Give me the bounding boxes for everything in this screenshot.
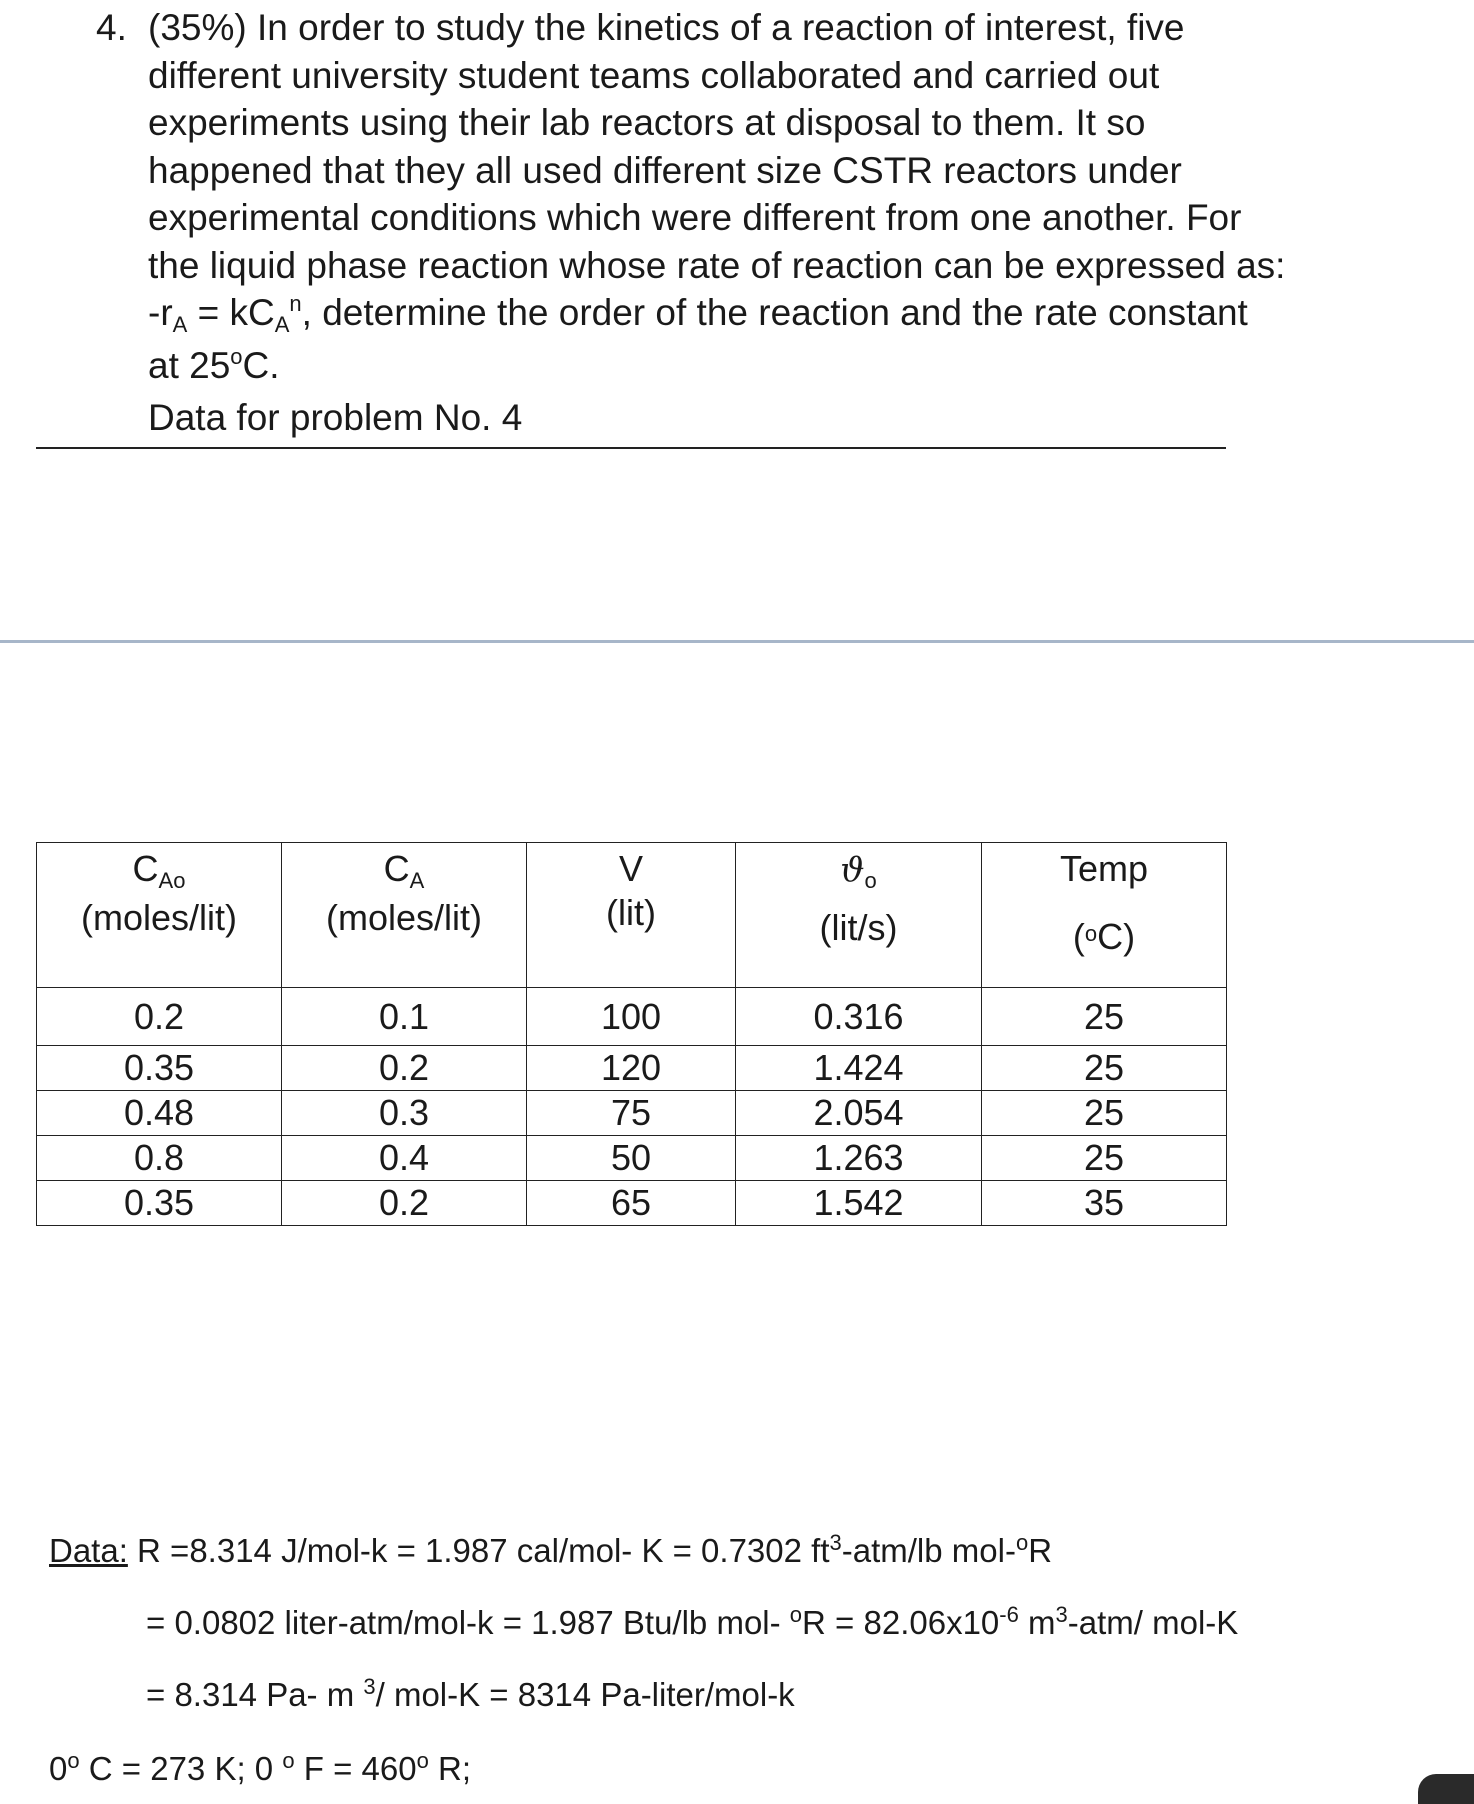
problem-line: (35%) In order to study the kinetics of a reaction of interest, five: [148, 7, 1185, 48]
degree-superscript: o: [230, 343, 243, 369]
rate-eq-part: = kC: [187, 292, 275, 333]
superscript: n: [289, 291, 302, 316]
superscript: o: [416, 1748, 429, 1773]
cell-cao: 0.8: [37, 1136, 282, 1181]
subscript: A: [409, 868, 425, 893]
data-table: [36, 842, 1227, 1226]
cell-volume: 120: [527, 1046, 736, 1091]
problem-line: experiments using their lab reactors at disposal to them. It so: [148, 102, 1146, 143]
cell-temp: 25: [982, 1091, 1227, 1136]
superscript: o: [789, 1602, 803, 1627]
temperature-line: [148, 342, 1356, 395]
temp-text: at 25: [148, 344, 231, 386]
rate-eq-part: -r: [148, 292, 173, 333]
header-unit: (lit/s): [819, 907, 898, 948]
header-ca-text: [282, 843, 526, 940]
header-cao-text: [37, 843, 281, 940]
problem-line: different university student teams collaborated and carried out: [148, 54, 1160, 96]
constants-line-2: [146, 1604, 1238, 1642]
cell-ca: 0.3: [282, 1091, 527, 1136]
problem-line: the liquid phase reaction whose rate of reaction can be expressed as:: [148, 244, 1286, 286]
cell-volume: 100: [527, 988, 736, 1046]
header-ca: [282, 843, 527, 988]
cell-flow-rate: 0.316: [736, 988, 982, 1046]
cell-volume: 75: [527, 1091, 736, 1136]
superscript: o: [1015, 1530, 1029, 1555]
const-text: = 0.0802 liter-atm/mol-k = 1.987 Btu/lb mol-: [146, 1604, 790, 1641]
header-symbol: C: [132, 848, 159, 889]
const-text: R;: [428, 1750, 471, 1787]
superscript: 3: [1055, 1602, 1068, 1627]
header-symbol: Temp: [1059, 848, 1149, 889]
superscript: 3: [363, 1674, 376, 1699]
cell-cao: 0.48: [37, 1091, 282, 1136]
superscript: -6: [999, 1602, 1019, 1627]
header-cao: [37, 843, 282, 988]
const-text: -atm/ mol-K: [1067, 1604, 1239, 1641]
superscript: o: [282, 1748, 295, 1773]
header-unit: (moles/lit): [325, 897, 482, 938]
subscript: A: [274, 312, 290, 337]
table-header-row: [37, 843, 1227, 988]
table-row: [37, 988, 1227, 1046]
header-symbol: C: [383, 848, 410, 889]
const-text: m: [1018, 1604, 1056, 1641]
cell-ca: 0.2: [282, 1046, 527, 1091]
table-row: [37, 1091, 1227, 1136]
cell-cao: 0.35: [37, 1046, 282, 1091]
header-volume-text: [527, 843, 735, 935]
const-text: R =8.314 J/mol-k = 1.987 cal/mol- K = 0.7302 ft: [127, 1532, 830, 1569]
header-temp-unit: [982, 891, 1226, 964]
degree-superscript: o: [1084, 921, 1098, 946]
header-unit: (lit): [606, 892, 656, 933]
cell-ca: 0.4: [282, 1136, 527, 1181]
cell-volume: 50: [527, 1136, 736, 1181]
subscript: A: [172, 312, 188, 337]
subscript: Ao: [158, 868, 186, 893]
cell-temp: 25: [982, 988, 1227, 1046]
subscript: o: [864, 868, 877, 893]
cell-temp: 25: [982, 1046, 1227, 1091]
corner-button[interactable]: [1418, 1774, 1474, 1804]
divider-line: [36, 447, 1226, 449]
const-text: 0: [49, 1750, 68, 1787]
const-text: / mol-K = 8314 Pa-liter/mol-k: [375, 1676, 795, 1713]
cell-flow-rate: 1.263: [736, 1136, 982, 1181]
page-separator: [0, 640, 1474, 643]
const-text: -atm/lb mol-: [841, 1532, 1016, 1569]
header-volume: [527, 843, 736, 988]
data-label: Data for problem No. 4: [148, 397, 523, 438]
cell-temp: 35: [982, 1181, 1227, 1226]
const-text: = 8.314 Pa- m: [146, 1676, 364, 1713]
cell-cao: 0.35: [37, 1181, 282, 1226]
rate-equation-line: [148, 289, 1356, 342]
temp-text: C.: [242, 344, 280, 386]
header-flow-rate: [736, 843, 982, 988]
const-text: F = 460: [294, 1750, 417, 1787]
problem-line: happened that they all used different size CSTR reactors under: [148, 149, 1182, 191]
const-text: C = 273 K; 0: [79, 1750, 283, 1787]
header-flow-text: [736, 843, 981, 896]
superscript: o: [67, 1748, 80, 1773]
const-text: R: [1028, 1532, 1053, 1569]
cell-flow-rate: 1.542: [736, 1181, 982, 1226]
cell-cao: 0.2: [37, 988, 282, 1046]
constants-line-1: [49, 1532, 1052, 1570]
header-unit: C): [1097, 916, 1136, 957]
cell-ca: 0.2: [282, 1181, 527, 1226]
constants-line-3: [146, 1676, 795, 1714]
cell-temp: 25: [982, 1136, 1227, 1181]
table-row: [37, 1181, 1227, 1226]
const-text: R = 82.06x10: [802, 1604, 1000, 1641]
problem-body: [148, 0, 1356, 442]
table-row: [37, 1136, 1227, 1181]
rate-eq-part: , determine the order of the reaction and the rate constant: [301, 292, 1248, 333]
constants-line-4: [49, 1750, 471, 1788]
table-row: [37, 1046, 1227, 1091]
cell-ca: 0.1: [282, 988, 527, 1046]
header-unit: (moles/lit): [80, 897, 237, 938]
problem-line: experimental conditions which were different from one another. For: [148, 197, 1242, 238]
cell-flow-rate: 1.424: [736, 1046, 982, 1091]
problem-number: 4.: [96, 7, 127, 48]
problem-statement: [96, 0, 1356, 442]
header-symbol: V: [618, 848, 643, 889]
header-temp: [982, 843, 1227, 988]
header-unit: (: [1072, 916, 1085, 957]
cell-flow-rate: 2.054: [736, 1091, 982, 1136]
cell-volume: 65: [527, 1181, 736, 1226]
theta-symbol: ϑ: [840, 850, 865, 890]
constants-label: Data:: [49, 1532, 128, 1569]
superscript: 3: [829, 1530, 842, 1555]
